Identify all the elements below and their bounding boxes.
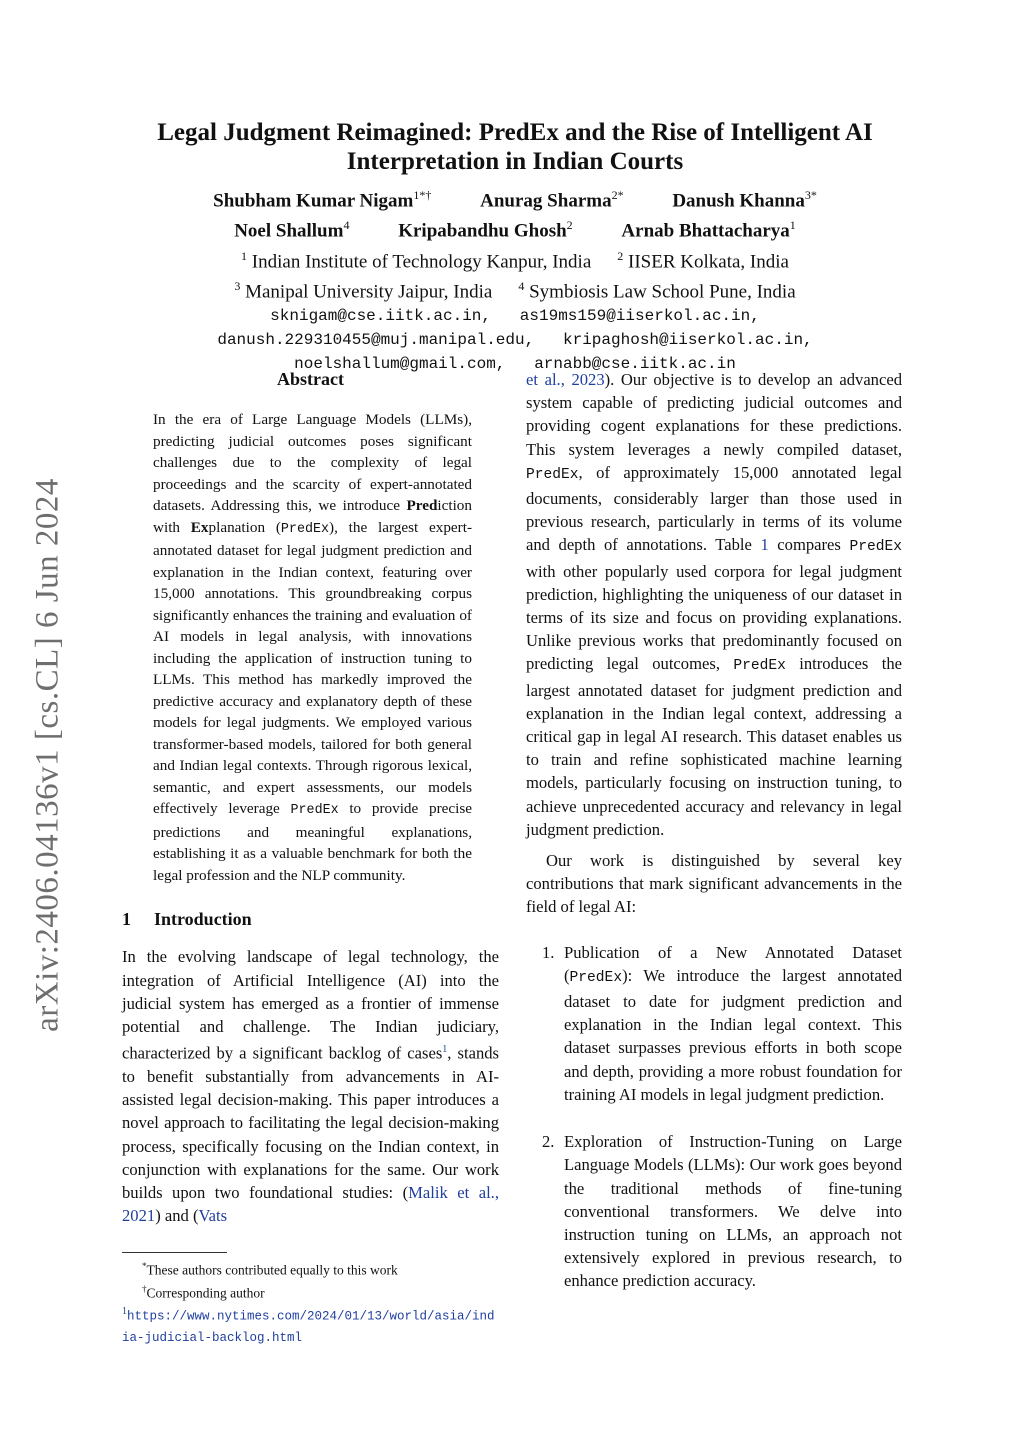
list-number: 1. bbox=[542, 942, 555, 962]
author-sup: 1 bbox=[789, 218, 796, 233]
author-name: Anurag Sharma bbox=[480, 190, 612, 212]
author-name: Arnab Bhattacharya bbox=[621, 220, 790, 242]
abstract-body: In the era of Large Language Models (LLMs), predicting judicial outcomes poses significant challenges due to the complexity of legal proceedings and the scarcity of expert-annotated datasets. Addressing this, we introduce Prediction with Explanation (PredEx), the largest expert-annotated dataset for legal judgment prediction and explanation in the Indian context, featuring over 15,000 annotations. This groundbreaking corpus significantly enhances the training and evaluation of AI models in legal analysis, with innovations including the application of instruction tuning to LLMs. This method has markedly improved the predictive accuracy and explanatory depth of these models for legal judgments. We employed various transformer-based models, tailored for both general and Indian legal contexts. Through rigorous lexical, semantic, and expert assessments, our models effectively leverage PredEx to provide precise predictions and meaningful explanations, establishing it as a valuable benchmark for both the legal profession and the NLP community. bbox=[153, 411, 472, 884]
affil-num: 3 bbox=[234, 278, 241, 293]
table-reference-link[interactable]: 1 bbox=[760, 535, 769, 555]
abstract-heading: Abstract bbox=[277, 369, 344, 389]
author-sup: 2* bbox=[611, 188, 624, 202]
left-column bbox=[122, 368, 499, 1227]
dataset-name: PredEx bbox=[290, 803, 339, 819]
author-name: Shubham Kumar Nigam bbox=[213, 190, 414, 212]
citation-link[interactable]: Vats bbox=[198, 1206, 228, 1226]
contribution-item: 2. Exploration of Instruction-Tuning on Large Language Models (LLMs): Our work goes beyond the traditional methods of fine-tuning conventional transformers. We delve into instruction tuning on LLMs, an approach not extensively explored in previous research, to enhance prediction accuracy. bbox=[542, 1132, 902, 1291]
affiliation: IISER Kolkata, India bbox=[628, 250, 789, 272]
email-line-3: noelshallum@gmail.com, arnabb@cse.iitk.ac.in bbox=[294, 355, 736, 374]
affiliation-row-1 bbox=[120, 244, 910, 274]
arxiv-identifier: arXiv:2406.04136v1 [cs.CL] 6 Jun 2024 bbox=[29, 478, 66, 1032]
author-name: Danush Khanna bbox=[672, 190, 805, 212]
footnote: †Corresponding author bbox=[142, 1283, 265, 1300]
intro-paragraph: In the evolving landscape of legal technology, the integration of Artificial Intelligence (AI) into the judicial system has emerged as a frontier of immense potential and challenge. The Indian judiciary, characterized by a significant backlog of cases$^1$, stands to benefit substantially from advancements in AI-assisted legal decision-making. This paper introduces a novel approach to facilitating the legal decision-making process, specifically focusing on the Indian context, in conjunction with explanations for the same. Our work builds upon two foundational studies: (Malik et al., 2021) and (Vats bbox=[122, 947, 499, 1226]
title-line-2: Interpretation in Indian Courts bbox=[346, 148, 684, 175]
author-sup: 1*† bbox=[413, 188, 432, 202]
author-sup: 4 bbox=[343, 218, 350, 233]
footnote: $^1$https://www.nytimes.com/2024/01/13/world/asia/india-judicial-backlog.html bbox=[122, 1306, 495, 1345]
author-row-2 bbox=[120, 213, 910, 243]
email-line-2: danush.229310455@muj.manipal.edu, kripaghosh@iiserkol.ac.in, bbox=[217, 331, 813, 350]
dataset-name: PredEx bbox=[280, 521, 330, 537]
author-sup: 3* bbox=[804, 188, 817, 202]
affiliation: Manipal University Jaipur, India bbox=[245, 281, 493, 303]
author-block bbox=[120, 183, 910, 376]
right-column bbox=[526, 368, 902, 1293]
list-number: 2. bbox=[542, 1132, 555, 1152]
email-line-1: sknigam@cse.iitk.ac.in, as19ms159@iiserkol.ac.in, bbox=[270, 307, 760, 326]
citation-link[interactable]: Malik et al., 2021 bbox=[122, 1182, 499, 1226]
affil-num: 1 bbox=[241, 248, 248, 263]
arxiv-sidebar bbox=[28, 470, 68, 1040]
author-name: Noel Shallum bbox=[234, 220, 344, 242]
paper-title bbox=[120, 118, 910, 176]
author-sup: 2 bbox=[566, 218, 573, 233]
author-row-1 bbox=[120, 183, 910, 213]
title-line-1: Legal Judgment Reimagined: PredEx and the Rise of Intelligent AI bbox=[157, 119, 873, 146]
footnotes bbox=[122, 1252, 499, 1348]
author-name: Kripabandhu Ghosh bbox=[398, 220, 567, 242]
affil-num: 2 bbox=[617, 248, 624, 263]
footnote-url-link[interactable]: https://www.nytimes.com/2024/01/13/world/asia/india-judicial-backlog.html bbox=[122, 1309, 495, 1345]
affiliation: Symbiosis Law School Pune, India bbox=[529, 281, 796, 303]
affil-num: 4 bbox=[518, 278, 525, 293]
contributions-intro: Our work is distinguished by several key contributions that mark significant advancements in the field of legal AI: bbox=[526, 851, 902, 917]
footnote-rule bbox=[122, 1252, 227, 1253]
footnote-link[interactable]: 1 bbox=[442, 1044, 448, 1056]
intro-paragraph-continued: et al., 2023). Our objective is to develop an advanced system capable of predicting judicial outcomes and providing cogent explanations for these predictions. This system leverages a newly compiled dataset, PredEx, of approximately 15,000 annotated legal documents, considerably larger than those used in previous research, particularly in terms of its volume and depth of annotations. Table 1 compares PredEx with other popularly used corpora for legal judgment prediction, highlighting the uniqueness of our dataset in terms of its size and focus on providing explanations. Unlike previous works that predominantly focused on predicting legal outcomes, PredEx introduces the largest annotated dataset for judgment prediction and explanation in the Indian legal context, addressing a critical gap in legal AI research. This dataset enables us to train and refine sophisticated machine learning models, particularly focusing on instruction tuning, to achieve unprecedented accuracy and relevancy in legal judgment prediction. bbox=[526, 370, 903, 839]
section-heading-introduction: 1 Introduction bbox=[122, 909, 252, 930]
footnote: *These authors contributed equally to this work bbox=[142, 1261, 398, 1278]
contribution-item: 1. Publication of a New Annotated Dataset (PredEx): We introduce the largest annotated dataset to date for judgment prediction and explanation in the Indian legal context. This dataset surpasses previous efforts in both scope and depth, providing a more robust foundation for training AI models in legal judgment prediction. bbox=[542, 942, 902, 1104]
affiliation-row-2 bbox=[120, 274, 910, 304]
affiliation: Indian Institute of Technology Kanpur, India bbox=[251, 250, 592, 272]
citation-link[interactable]: et al., 2023 bbox=[526, 370, 605, 389]
